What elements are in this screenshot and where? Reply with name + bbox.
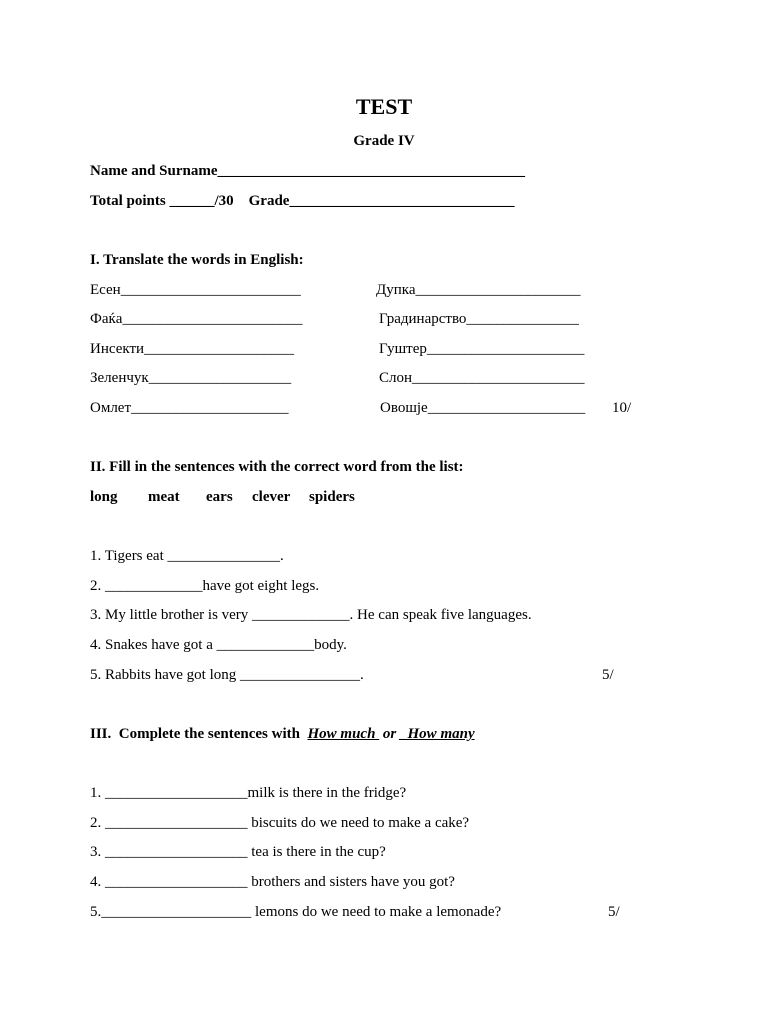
word-list-item: clever — [252, 489, 291, 505]
section-1-heading: I. Translate the words in English: — [90, 252, 304, 268]
translate-item: Овошје_____________________ — [380, 400, 586, 416]
translate-item: Фаќа________________________ — [90, 311, 303, 327]
translate-item: Дупка______________________ — [376, 282, 581, 298]
translate-item: Есен________________________ — [90, 282, 301, 298]
fill-sentence: 3. My little brother is very _____________. He can speak five languages. — [90, 607, 532, 623]
question-sentence: 1. ___________________milk is there in the fridge? — [90, 785, 407, 801]
question-sentence: 5.____________________ lemons do we need to make a lemonade? — [90, 904, 502, 920]
page-title: TEST — [355, 94, 413, 119]
word-list-item: meat — [148, 489, 180, 505]
question-sentence: 4. ___________________ brothers and sisters have you got? — [90, 874, 455, 890]
translate-item: Зеленчук___________________ — [90, 370, 292, 386]
option-how-many: _How many — [400, 726, 475, 742]
total-points-field: Total points ______/30 Grade______________________________ — [90, 193, 515, 209]
fill-sentence: 1. Tigers eat _______________. — [90, 548, 284, 564]
translate-item: Омлет_____________________ — [90, 400, 289, 416]
fill-sentence: 5. Rabbits have got long ________________. — [90, 667, 364, 683]
section-3-points: 5/ — [608, 904, 620, 920]
section-3-heading-prefix: III. Complete the sentences with — [90, 726, 308, 742]
translate-item: Инсекти____________________ — [90, 341, 295, 357]
option-how-much: How much — [307, 726, 380, 742]
grade-subtitle: Grade IV — [353, 133, 415, 149]
translate-item: Градинарство_______________ — [379, 311, 579, 327]
section-2-heading: II. Fill in the sentences with the correct word from the list: — [90, 459, 464, 475]
name-surname-field: Name and Surname_________________________________________ — [90, 163, 526, 179]
word-list-item: long — [90, 489, 118, 505]
translate-item: Слон_______________________ — [379, 370, 585, 386]
question-sentence: 2. ___________________ biscuits do we need to make a cake? — [90, 815, 470, 831]
fill-sentence: 2. _____________have got eight legs. — [90, 578, 320, 594]
section-1-points: 10/ — [612, 400, 632, 416]
section-3-heading — [90, 725, 475, 743]
translate-item: Гуштер_____________________ — [379, 341, 585, 357]
fill-sentence: 4. Snakes have got a _____________body. — [90, 637, 347, 653]
option-or: or — [379, 726, 401, 742]
question-sentence: 3. ___________________ tea is there in the cup? — [90, 844, 386, 860]
word-list-item: spiders — [309, 489, 355, 505]
word-list-item: ears — [206, 489, 233, 505]
section-2-points: 5/ — [602, 667, 614, 683]
